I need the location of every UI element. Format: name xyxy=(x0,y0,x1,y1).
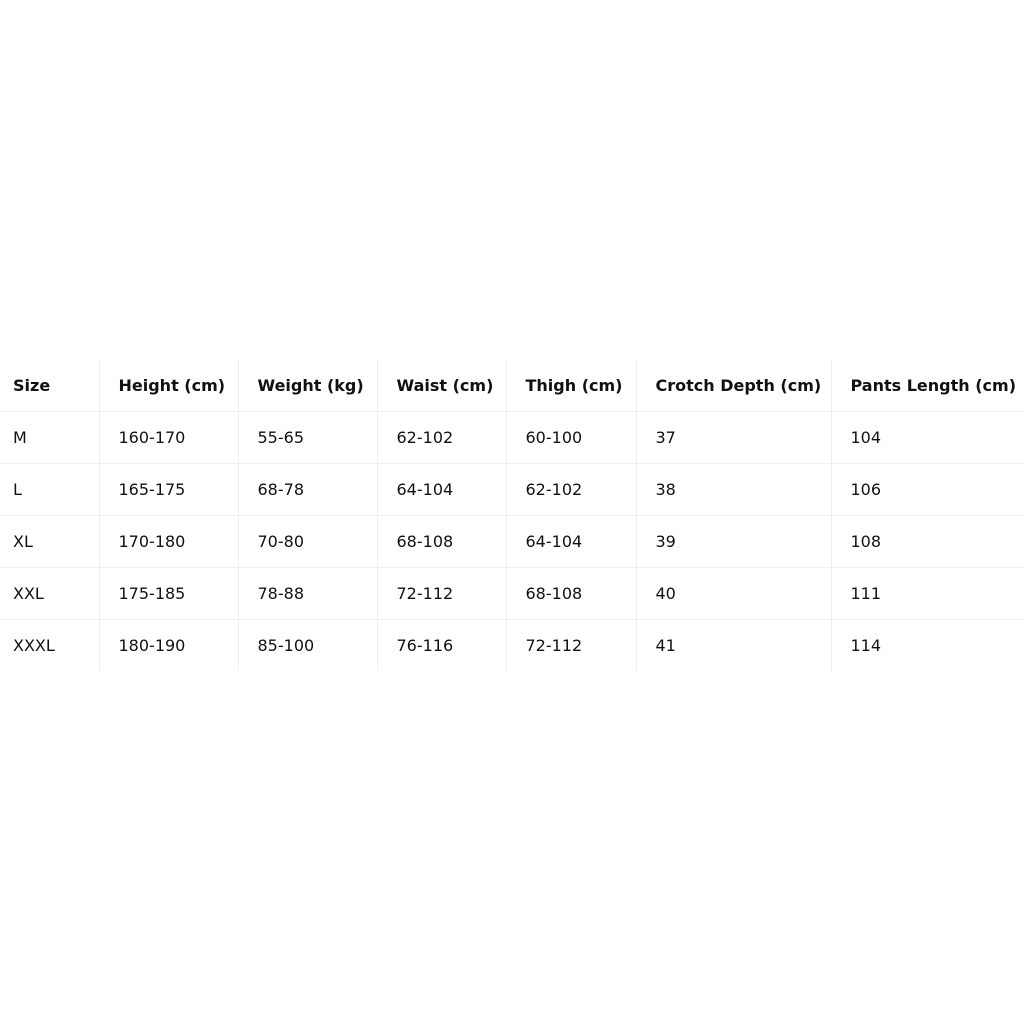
cell-waist: 62-102 xyxy=(377,412,506,464)
header-size: Size xyxy=(0,360,99,412)
cell-pants-length: 108 xyxy=(831,516,1024,568)
cell-waist: 68-108 xyxy=(377,516,506,568)
cell-crotch-depth: 38 xyxy=(636,464,831,516)
cell-size: XXL xyxy=(0,568,99,620)
cell-weight: 70-80 xyxy=(238,516,377,568)
header-waist: Waist (cm) xyxy=(377,360,506,412)
cell-weight: 85-100 xyxy=(238,620,377,672)
table-header-row xyxy=(0,360,1024,412)
cell-thigh: 64-104 xyxy=(506,516,636,568)
table-row xyxy=(0,464,1024,516)
table-row xyxy=(0,412,1024,464)
table-row xyxy=(0,516,1024,568)
cell-thigh: 68-108 xyxy=(506,568,636,620)
cell-height: 170-180 xyxy=(99,516,238,568)
header-pants-length: Pants Length (cm) xyxy=(831,360,1024,412)
cell-waist: 64-104 xyxy=(377,464,506,516)
cell-weight: 78-88 xyxy=(238,568,377,620)
header-height: Height (cm) xyxy=(99,360,238,412)
cell-crotch-depth: 37 xyxy=(636,412,831,464)
table-row xyxy=(0,568,1024,620)
cell-pants-length: 106 xyxy=(831,464,1024,516)
cell-height: 165-175 xyxy=(99,464,238,516)
cell-size: M xyxy=(0,412,99,464)
cell-size: L xyxy=(0,464,99,516)
cell-pants-length: 114 xyxy=(831,620,1024,672)
size-chart-table xyxy=(0,360,1024,671)
cell-weight: 55-65 xyxy=(238,412,377,464)
cell-waist: 72-112 xyxy=(377,568,506,620)
cell-pants-length: 111 xyxy=(831,568,1024,620)
cell-height: 175-185 xyxy=(99,568,238,620)
cell-crotch-depth: 40 xyxy=(636,568,831,620)
cell-height: 180-190 xyxy=(99,620,238,672)
cell-size: XXXL xyxy=(0,620,99,672)
cell-weight: 68-78 xyxy=(238,464,377,516)
cell-waist: 76-116 xyxy=(377,620,506,672)
cell-thigh: 62-102 xyxy=(506,464,636,516)
cell-thigh: 72-112 xyxy=(506,620,636,672)
cell-height: 160-170 xyxy=(99,412,238,464)
cell-crotch-depth: 39 xyxy=(636,516,831,568)
header-thigh: Thigh (cm) xyxy=(506,360,636,412)
header-weight: Weight (kg) xyxy=(238,360,377,412)
cell-thigh: 60-100 xyxy=(506,412,636,464)
table-row xyxy=(0,620,1024,672)
cell-size: XL xyxy=(0,516,99,568)
cell-crotch-depth: 41 xyxy=(636,620,831,672)
cell-pants-length: 104 xyxy=(831,412,1024,464)
header-crotch-depth: Crotch Depth (cm) xyxy=(636,360,831,412)
